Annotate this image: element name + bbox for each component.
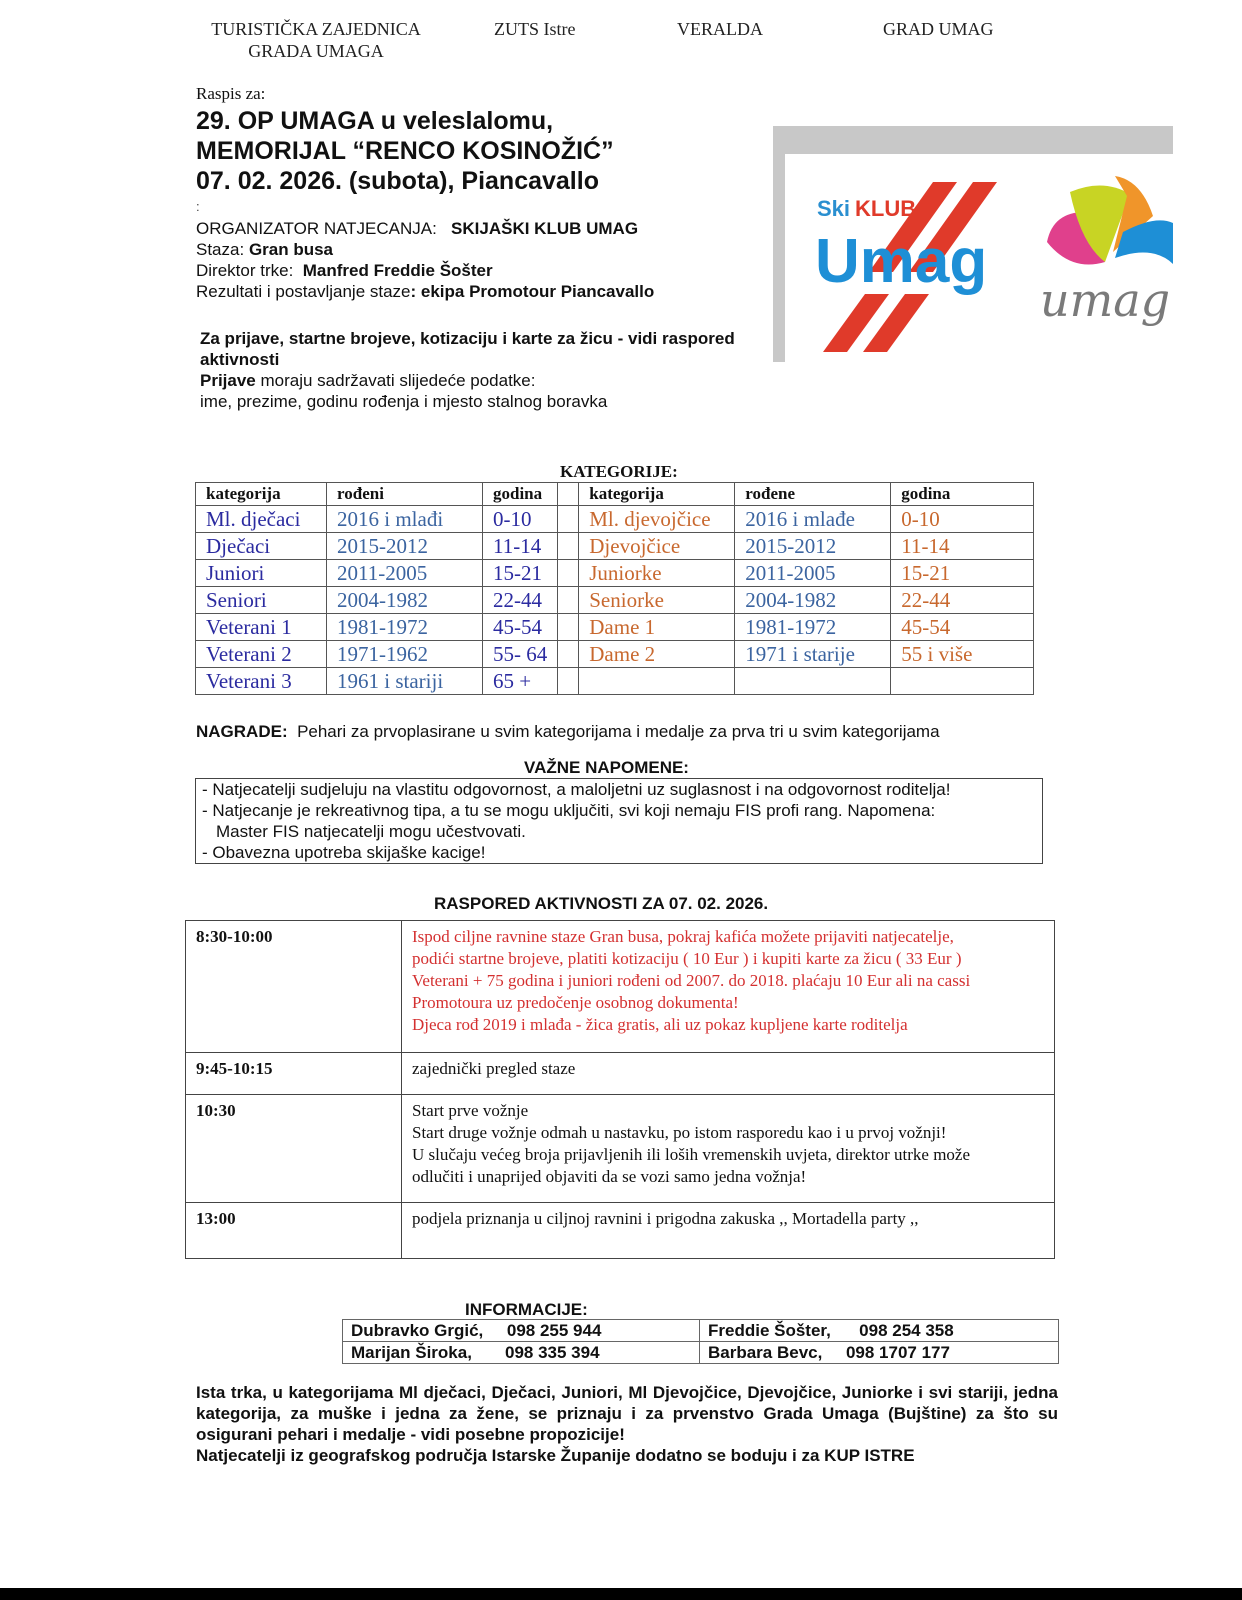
sponsor-zuts-istre: ZUTS Istre: [494, 19, 576, 39]
women-born: 1971 i starije: [735, 641, 891, 668]
spacer-cell: [558, 614, 579, 641]
men-age: 11-14: [483, 533, 558, 560]
note-item: - Natjecatelji sudjeluju na vlastitu odgovornost, a maloljetni uz suglasnost i na odgovornost roditelja!: [202, 780, 951, 799]
women-age: 0-10: [891, 506, 1034, 533]
contact-entry: Barbara Bevc, 098 1707 177: [700, 1342, 1059, 1364]
schedule-title: RASPORED AKTIVNOSTI ZA 07. 02. 2026.: [434, 894, 769, 913]
event-info: [196, 218, 654, 302]
schedule-table: [185, 920, 1055, 1259]
men-age: 45-54: [483, 614, 558, 641]
men-age: 55- 64: [483, 641, 558, 668]
schedule-description: [402, 1095, 1055, 1203]
director-label: Direktor trke:: [196, 261, 294, 280]
svg-text:Ski: Ski: [817, 196, 851, 221]
schedule-line: U slučaju većeg broja prijavljenih ili loših vremenskih uvjeta, direktor utrke može: [412, 1145, 971, 1164]
women-category: Juniorke: [579, 560, 735, 587]
schedule-time: 10:30: [186, 1095, 402, 1203]
sponsor-line: GRADA UMAGA: [248, 41, 384, 61]
registration-heading: Za prijave, startne brojeve, kotizaciju i karte za žicu - vidi raspored aktivnosti: [200, 329, 735, 369]
schedule-line: Ispod ciljne ravnine staze Gran busa, pokraj kafića možete prijaviti natjecatelje,: [412, 927, 954, 946]
men-category: Veterani 2: [196, 641, 327, 668]
awards-line: [196, 722, 940, 742]
footer-notes: [196, 1382, 1058, 1466]
sponsor-line: TURISTIČKA ZAJEDNICA: [211, 19, 421, 39]
women-age: 55 i više: [891, 641, 1034, 668]
men-born: 2004-1982: [327, 587, 483, 614]
schedule-row: [186, 1053, 1055, 1095]
notes-title: VAŽNE NAPOMENE:: [524, 758, 689, 777]
women-age: 11-14: [891, 533, 1034, 560]
women-category: Djevojčice: [579, 533, 735, 560]
title-line: 07. 02. 2026. (subota), Piancavallo: [196, 167, 599, 195]
track-label: Staza:: [196, 240, 245, 259]
director-value: Manfred Freddie Šošter: [302, 261, 493, 280]
header-rodeni: rođeni: [327, 483, 483, 506]
contacts-table: [342, 1319, 1059, 1364]
organizer-line: [196, 218, 654, 239]
women-born: 2004-1982: [735, 587, 891, 614]
schedule-time: 9:45-10:15: [186, 1053, 402, 1095]
contact-row: [343, 1342, 1059, 1364]
men-category: Seniori: [196, 587, 327, 614]
table-row: [196, 614, 1034, 641]
women-born: [735, 668, 891, 695]
director-line: [196, 260, 654, 281]
schedule-line: Start prve vožnje: [412, 1101, 529, 1120]
organizer-label: ORGANIZATOR NATJECANJA:: [196, 219, 437, 238]
header-godina: godina: [483, 483, 558, 506]
women-age: [891, 668, 1034, 695]
men-born: 1971-1962: [327, 641, 483, 668]
svg-text:Umag: Umag: [815, 227, 988, 296]
contact-entry: Dubravko Grgić, 098 255 944: [343, 1320, 700, 1342]
schedule-line: Promotoura uz predočenje osobnog dokumenta!: [412, 993, 739, 1012]
schedule-description: [402, 921, 1055, 1053]
title-line: MEMORIJAL “RENCO KOSINOŽIĆ”: [196, 137, 614, 165]
spacer-cell: [558, 641, 579, 668]
schedule-line: Veterani + 75 godina i juniori rođeni od 2007. do 2018. plaćaju 10 Eur ali na cassi: [412, 971, 971, 990]
prijave-text: moraju sadržavati slijedeće podatke:: [255, 371, 536, 390]
contact-entry: Marijan Široka, 098 335 394: [343, 1342, 700, 1364]
awards-text: Pehari za prvoplasirane u svim kategorijama i medalje za prva tri u svim kategorijama: [297, 722, 940, 741]
schedule-row: [186, 921, 1055, 1053]
table-row: [196, 668, 1034, 695]
track-line: [196, 239, 654, 260]
men-born: 2016 i mlađi: [327, 506, 483, 533]
footer-last-line: Natjecatelji iz geografskog područja Istarske Županije dodatno se boduju i za KUP ISTRE: [196, 1446, 915, 1465]
spacer-cell: [558, 506, 579, 533]
spacer-cell: [558, 560, 579, 587]
women-category: Dame 1: [579, 614, 735, 641]
logo-frame: [773, 126, 1173, 362]
contact-row: [343, 1320, 1059, 1342]
men-age: 15-21: [483, 560, 558, 587]
women-category: Ml. djevojčice: [579, 506, 735, 533]
table-row: [196, 506, 1034, 533]
men-born: 2011-2005: [327, 560, 483, 587]
women-born: 2011-2005: [735, 560, 891, 587]
logo-image: [785, 154, 1173, 362]
bottom-border-bar: [0, 1588, 1242, 1600]
men-category: Juniori: [196, 560, 327, 587]
footer-paragraph: Ista trka, u kategorijama Ml dječaci, Dječaci, Juniori, Ml Djevojčice, Djevojčice, Juniorke i svi stariji, jedna kategorija, za muške i jedna za žene, se priznaju i za prvenstvo Grada Umaga (Bujštine) za što su osigurani pehari i medalje - vidi posebne propozicije!: [196, 1383, 1058, 1444]
schedule-description: [402, 1203, 1055, 1259]
table-header-row: [196, 483, 1034, 506]
contacts-title: INFORMACIJE:: [465, 1300, 588, 1319]
men-born: 2015-2012: [327, 533, 483, 560]
schedule-time: 13:00: [186, 1203, 402, 1259]
header-kategorija: kategorija: [196, 483, 327, 506]
ski-klub-umag-logo: [785, 154, 1173, 362]
contact-entry: Freddie Šošter, 098 254 358: [700, 1320, 1059, 1342]
page-title: [196, 106, 614, 196]
required-fields: ime, prezime, godinu rođenja i mjesto stalnog boravka: [200, 392, 608, 411]
women-born: 2016 i mlađe: [735, 506, 891, 533]
header-rodene: rođene: [735, 483, 891, 506]
men-category: Veterani 1: [196, 614, 327, 641]
svg-text:KLUB: KLUB: [855, 196, 917, 221]
sponsor-veralda: VERALDA: [677, 19, 763, 39]
notes-box: [195, 778, 1043, 864]
women-born: 2015-2012: [735, 533, 891, 560]
results-line: [196, 281, 654, 302]
title-line: 29. OP UMAGA u veleslalomu,: [196, 107, 554, 135]
sponsor-grad-umag: GRAD UMAG: [883, 19, 994, 39]
table-row: [196, 560, 1034, 587]
note-item: - Obavezna upotreba skijaške kacige!: [202, 843, 486, 862]
women-age: 22-44: [891, 587, 1034, 614]
schedule-row: [186, 1095, 1055, 1203]
table-row: [196, 533, 1034, 560]
spacer-cell: [558, 483, 579, 506]
note-item: - Natjecanje je rekreativnog tipa, a tu se mogu uključiti, svi koji nemaju FIS profi rang. Napomena:: [202, 801, 936, 820]
men-category: Ml. dječaci: [196, 506, 327, 533]
schedule-line: Start druge vožnje odmah u nastavku, po istom rasporedu kao i u prvoj vožnji!: [412, 1123, 947, 1142]
schedule-line: podići startne brojeve, platiti kotizaciju ( 10 Eur ) i kupiti karte za žicu ( 33 Eur ): [412, 949, 962, 968]
schedule-line: Djeca rođ 2019 i mlađa - žica gratis, ali uz pokaz kupljene karte roditelja: [412, 1015, 908, 1034]
svg-text:umag: umag: [1040, 273, 1171, 327]
spacer-cell: [558, 587, 579, 614]
categories-title: KATEGORIJE:: [560, 462, 678, 481]
men-category: Veterani 3: [196, 668, 327, 695]
colon-mark: :: [196, 199, 200, 214]
men-age: 22-44: [483, 587, 558, 614]
schedule-line: odlučiti i unaprijed objaviti da se vozi samo jedna vožnja!: [412, 1167, 807, 1186]
women-age: 15-21: [891, 560, 1034, 587]
results-label: Rezultati i postavljanje staze: [196, 282, 411, 301]
table-row: [196, 587, 1034, 614]
prijave-line: [200, 370, 740, 391]
note-item: Master FIS natjecatelji mogu učestvovati.: [216, 822, 526, 841]
table-row: [196, 641, 1034, 668]
women-category: Dame 2: [579, 641, 735, 668]
women-category: [579, 668, 735, 695]
registration-info: [200, 328, 740, 412]
spacer-cell: [558, 668, 579, 695]
schedule-line: podjela priznanja u ciljnoj ravnini i prigodna zakuska ,, Mortadella party ,,: [412, 1209, 919, 1228]
spacer-cell: [558, 533, 579, 560]
track-value: Gran busa: [248, 240, 334, 259]
men-born: 1981-1972: [327, 614, 483, 641]
organizer-value: SKIJAŠKI KLUB UMAG: [451, 219, 639, 238]
schedule-description: [402, 1053, 1055, 1095]
prijave-label: Prijave: [200, 371, 256, 390]
men-born: 1961 i stariji: [327, 668, 483, 695]
women-born: 1981-1972: [735, 614, 891, 641]
categories-table: [195, 482, 1034, 695]
men-age: 65 +: [483, 668, 558, 695]
results-value: : ekipa Promotour Piancavallo: [410, 282, 655, 301]
header-kategorija: kategorija: [579, 483, 735, 506]
men-age: 0-10: [483, 506, 558, 533]
schedule-time: 8:30-10:00: [186, 921, 402, 1053]
schedule-line: zajednički pregled staze: [412, 1059, 576, 1078]
women-age: 45-54: [891, 614, 1034, 641]
women-category: Seniorke: [579, 587, 735, 614]
schedule-row: [186, 1203, 1055, 1259]
raspis-label: Raspis za:: [196, 84, 266, 103]
men-category: Dječaci: [196, 533, 327, 560]
header-godina: godina: [891, 483, 1034, 506]
awards-label: NAGRADE:: [196, 722, 288, 741]
sponsor-turisticka-zajednica: [196, 18, 436, 62]
